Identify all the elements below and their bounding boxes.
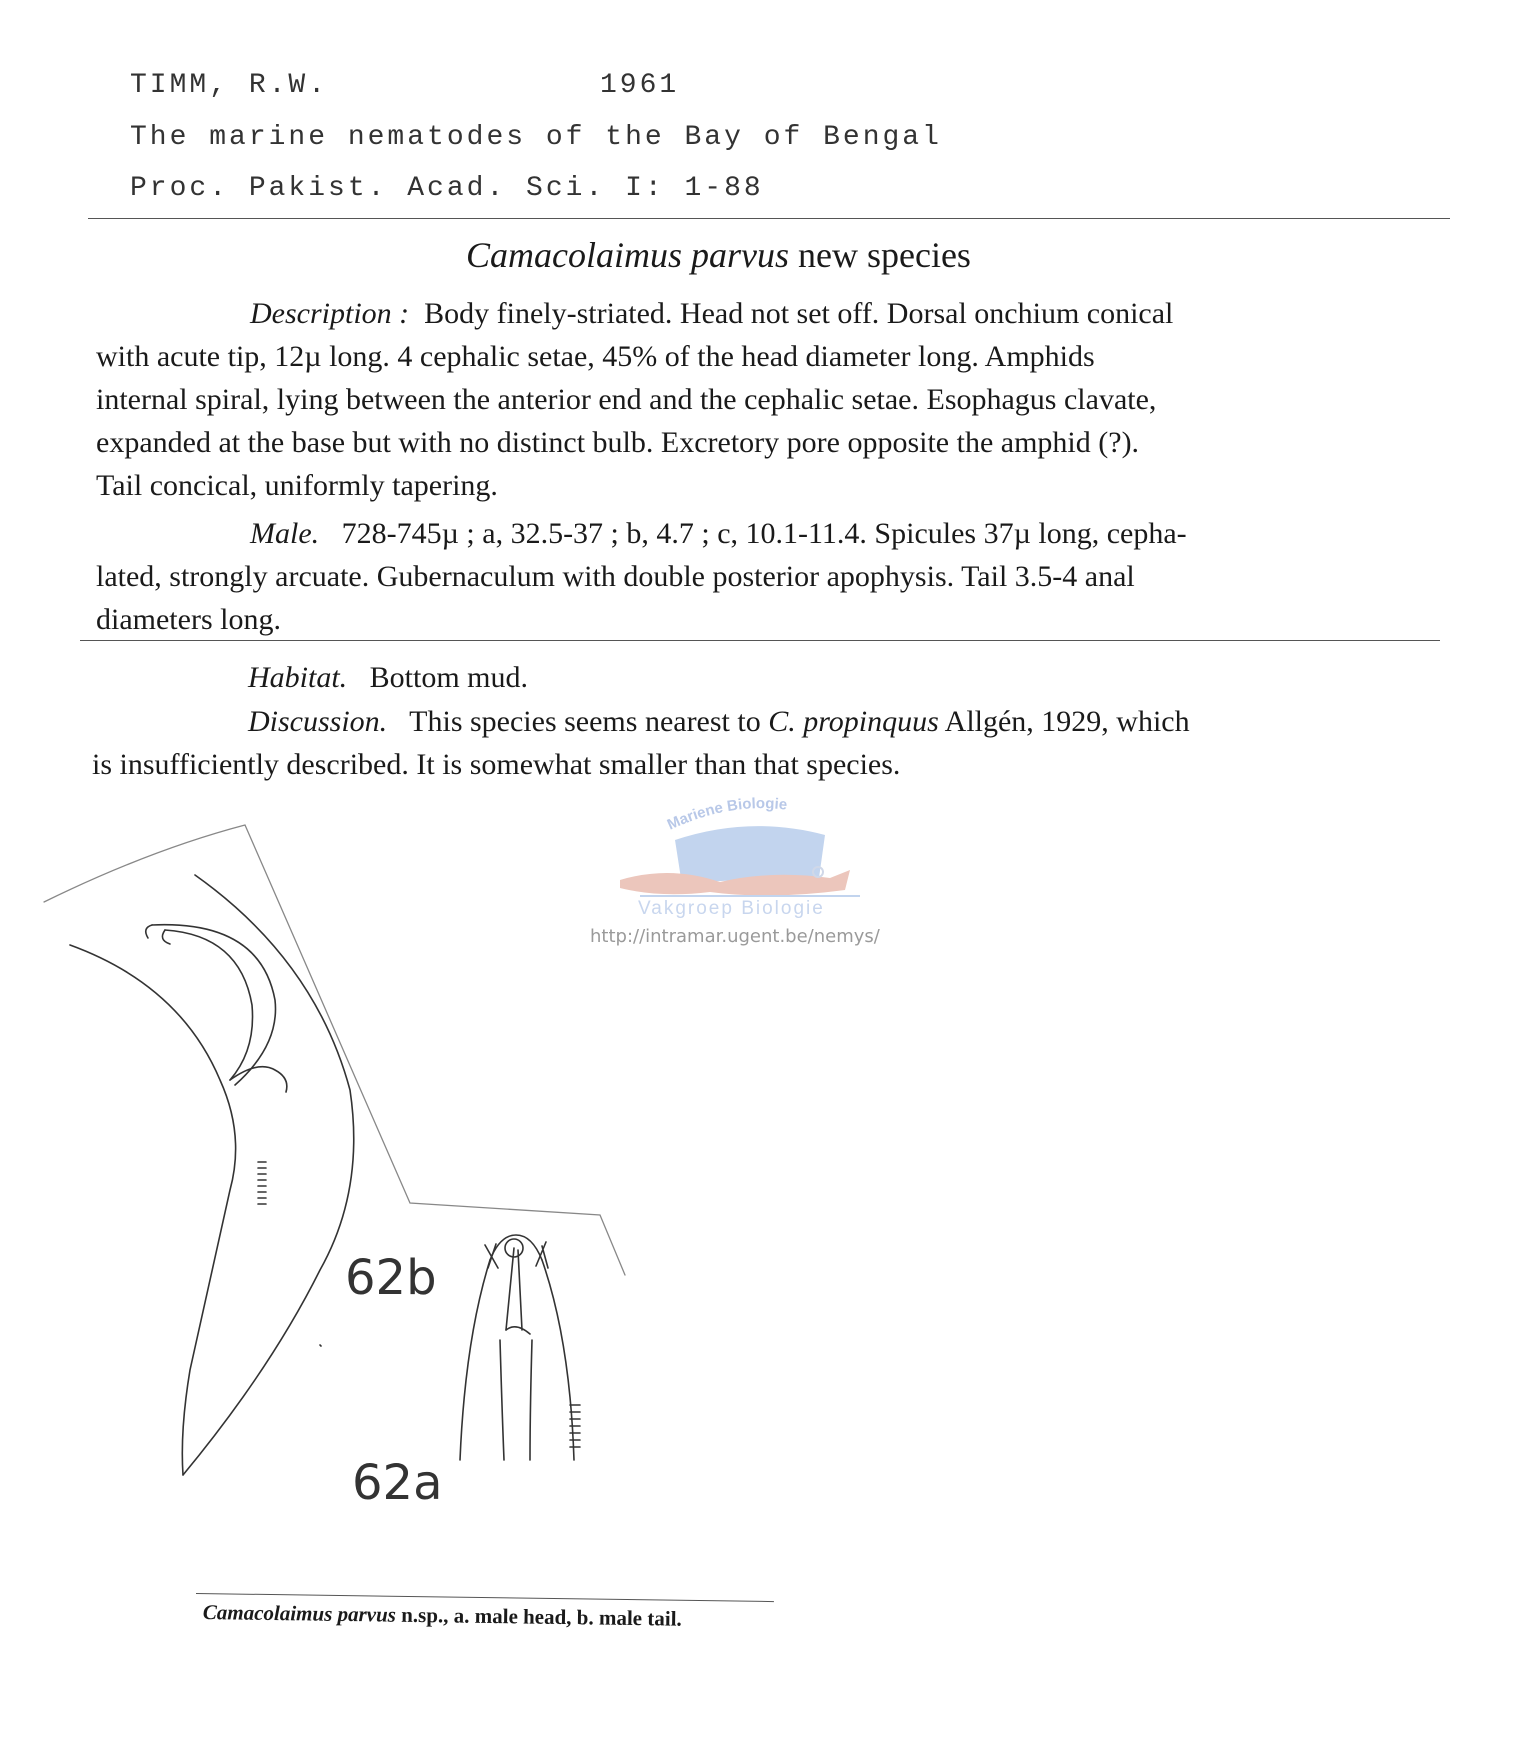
supplement-hatch bbox=[258, 1162, 266, 1204]
caption-species: Camacolaimus parvus bbox=[202, 1600, 397, 1627]
head-left-outline bbox=[460, 1260, 490, 1460]
discussion-heading: Discussion. bbox=[248, 705, 388, 738]
cephalic-setae bbox=[485, 1242, 548, 1268]
spicule-shape bbox=[152, 925, 276, 1085]
description-line-1 bbox=[96, 292, 1426, 335]
watermark-url: http://intramar.ugent.be/nemys/ bbox=[590, 926, 880, 947]
tail-inner-outline bbox=[70, 945, 236, 1475]
gubernaculum-shape bbox=[230, 1067, 287, 1092]
description-line-4: expanded at the base but with no distinct bulb. Excretory pore opposite the amphid (?). bbox=[96, 426, 1140, 459]
esophagus-outline bbox=[500, 1327, 532, 1460]
top-divider bbox=[88, 218, 1450, 219]
middle-divider bbox=[80, 640, 1440, 641]
male-text-1: 728-745µ ; a, 32.5-37 ; b, 4.7 ; c, 10.1-11.4. Spicules 37µ long, cepha- bbox=[341, 517, 1187, 550]
male-line-3: diameters long. bbox=[96, 603, 281, 636]
description-line-3: internal spiral, lying between the anterior end and the cephalic setae. Esophagus clavate, bbox=[96, 383, 1157, 416]
figure-label-62a: 62a bbox=[352, 1455, 443, 1511]
discussion-text-1b: Allgén, 1929, which bbox=[938, 705, 1190, 738]
caption-text: n.sp., a. male head, b. male tail. bbox=[395, 1602, 682, 1631]
discussion-text-1a: This species seems nearest to bbox=[409, 705, 769, 738]
description-heading: Description : bbox=[250, 297, 410, 330]
spicule-head-shape bbox=[146, 925, 170, 944]
habitat-paragraph bbox=[248, 656, 528, 699]
description-text-1: Body finely-striated. Head not set off. Dorsal onchium conical bbox=[424, 297, 1174, 330]
male-heading: Male. bbox=[250, 517, 320, 550]
discussion-species: C. propinquus bbox=[768, 705, 939, 738]
description-paragraph bbox=[96, 292, 1426, 507]
figure-illustration bbox=[30, 810, 730, 1530]
male-paragraph bbox=[96, 512, 1426, 641]
description-line-5: Tail concical, uniformly tapering. bbox=[96, 469, 498, 502]
head-right-outline bbox=[542, 1260, 574, 1460]
figure-caption bbox=[203, 1600, 682, 1632]
figure-panel-border bbox=[44, 825, 625, 1275]
habitat-text: Bottom mud. bbox=[369, 661, 529, 694]
watermark-org: Vakgroep Biologie bbox=[638, 898, 825, 919]
head-striae-hatch bbox=[570, 1405, 580, 1447]
figure-label-62b: 62b bbox=[345, 1250, 437, 1306]
male-line-2: lated, strongly arcuate. Gubernaculum with double posterior apophysis. Tail 3.5-4 anal bbox=[96, 560, 1135, 593]
male-line-1 bbox=[96, 512, 1426, 555]
species-status: new species bbox=[798, 235, 971, 275]
habitat-heading: Habitat. bbox=[248, 661, 348, 694]
description-line-2: with acute tip, 12µ long. 4 cephalic setae, 45% of the head diameter long. Amphids bbox=[96, 340, 1095, 373]
header-citation: Proc. Pakist. Acad. Sci. I: 1-88 bbox=[130, 173, 764, 204]
header-author: TIMM, R.W. bbox=[130, 70, 329, 101]
discussion-line-2: is insufficiently described. It is somewhat smaller than that species. bbox=[92, 748, 901, 781]
species-name: Camacolaimus parvus bbox=[466, 235, 789, 275]
dot-mark bbox=[320, 1345, 321, 1346]
header-title: The marine nematodes of the Bay of Bengal bbox=[130, 122, 942, 153]
discussion-paragraph bbox=[92, 700, 1426, 786]
tail-outer-outline bbox=[183, 875, 354, 1475]
onchium-shape bbox=[506, 1248, 522, 1330]
header-year: 1961 bbox=[600, 70, 680, 101]
watermark-arc-text: Mariene Biologie bbox=[664, 795, 789, 834]
species-title bbox=[466, 234, 971, 276]
discussion-line-1 bbox=[92, 700, 1426, 743]
